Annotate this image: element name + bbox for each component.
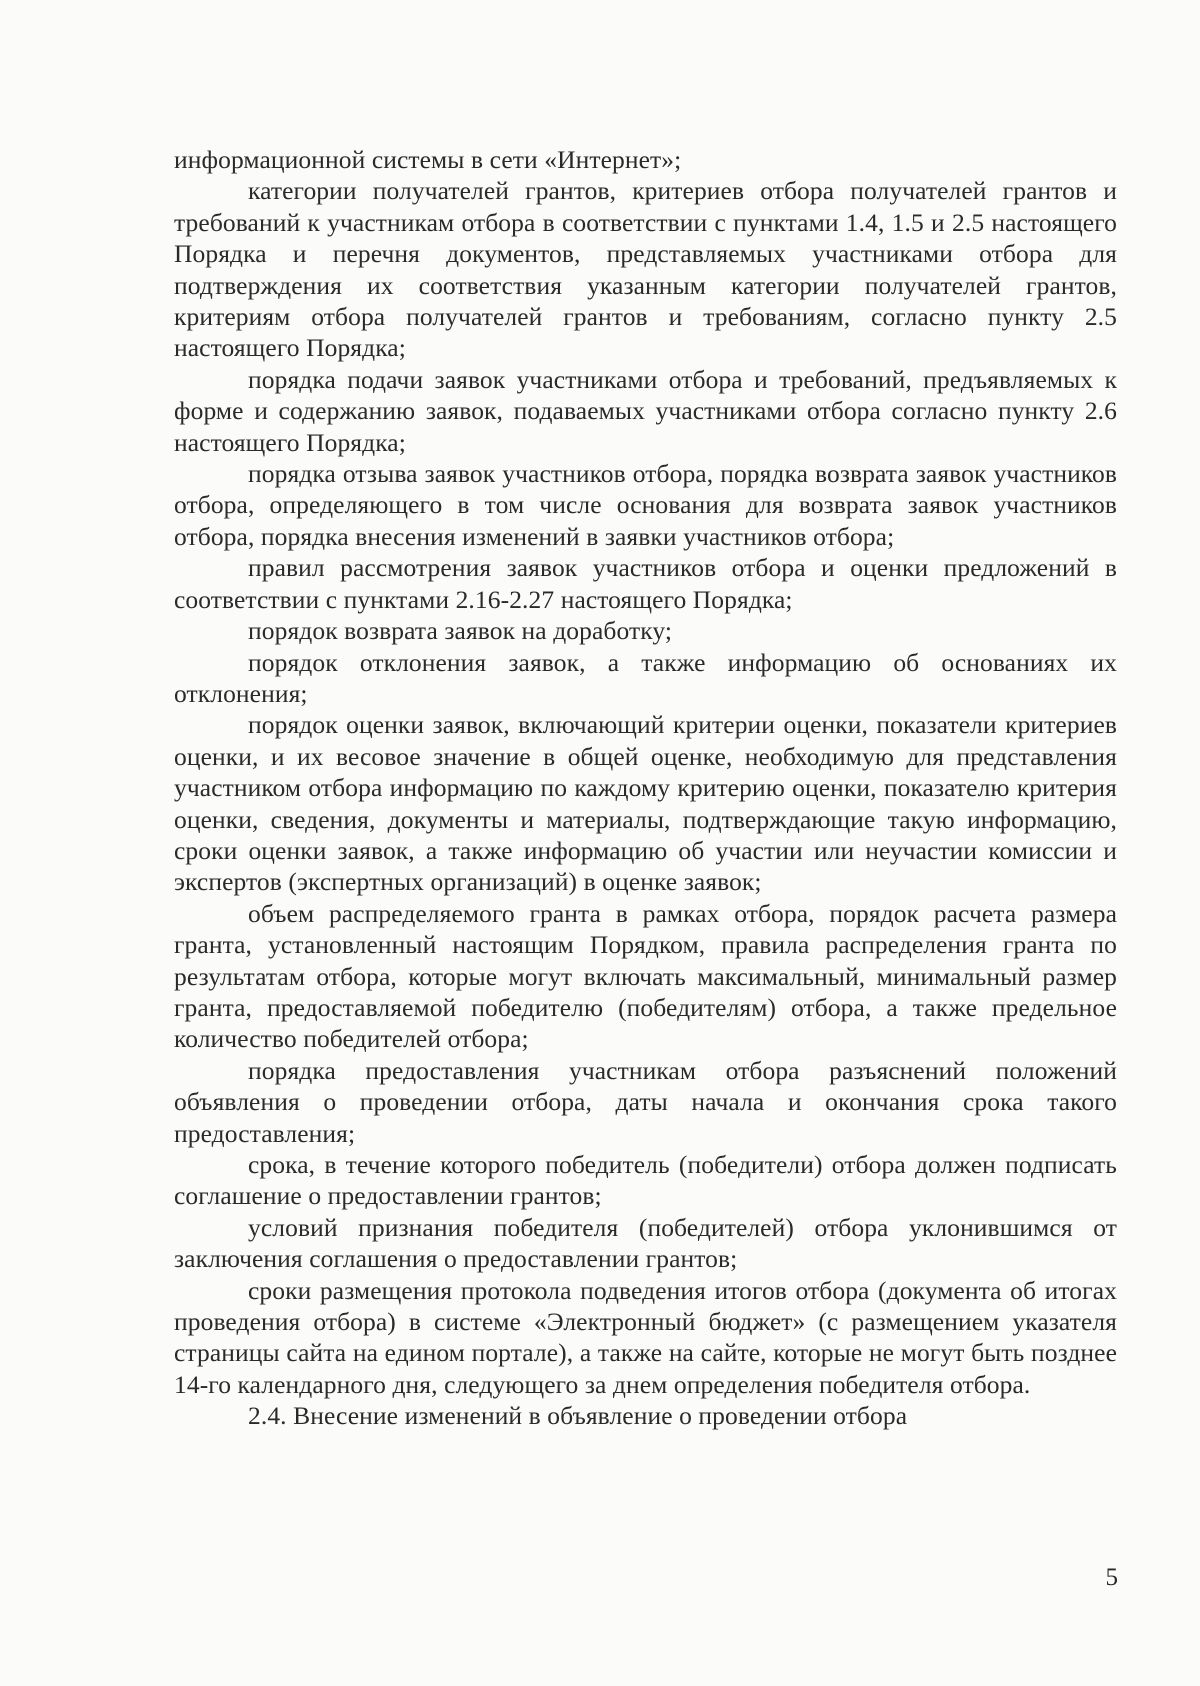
paragraph-signing-deadline: срока, в течение которого победитель (победители) отбора должен подписать соглашение о предоставлении грантов;	[174, 1150, 1117, 1211]
paragraph-rejection-order: порядок отклонения заявок, а также информацию об основаниях их отклонения;	[174, 647, 1117, 708]
paragraph-return-for-revision: порядок возврата заявок на доработку;	[248, 616, 673, 646]
paragraph-protocol-placement: сроки размещения протокола подведения итогов отбора (документа об итогах проведения отбора) в системе «Электронный бюджет» (с размещением указателя страницы сайта на едином портале), а также на сайте, которые не могут быть позднее 14-го календарного дня, следующего за днем определения победителя отбора.	[174, 1275, 1117, 1399]
paragraph-continuation: информационной системы в сети «Интернет»;	[174, 145, 682, 174]
paragraph-evasion-conditions: условий признания победителя (победителей) отбора уклонившимся от заключения соглашения о предоставлении грантов;	[174, 1212, 1117, 1274]
paragraph-grant-volume: объем распределяемого гранта в рамках отбора, порядок расчета размера гранта, установленный настоящим Порядком, правила распределения гранта по результатам отбора, которые могут включать максимальный, минимальный размер гранта, предоставляемой победителю (победителям) отбора, а также предельное количество победителей отбора;	[174, 898, 1117, 1054]
paragraph-submission-order: порядка подачи заявок участниками отбора и требований, предъявляемых к форме и содержанию заявок, подаваемых участниками отбора согласно пункту 2.6 настоящего Порядка;	[174, 364, 1117, 457]
paragraph-grant-categories: категории получателей грантов, критериев отбора получателей грантов и требований к участникам отбора в соответствии с пунктами 1.4, 1.5 и 2.5 настоящего Порядка и перечня документов, представляемых участниками отбора для подтверждения их соответствия указанным категории получателей грантов, критериям отбора получателей грантов и требованиям, согласно пункту 2.5 настоящего Порядка;	[174, 176, 1117, 363]
paragraph-clarifications: порядка предоставления участникам отбора разъяснений положений объявления о проведении отбора, даты начала и окончания срока такого предоставления;	[174, 1055, 1117, 1148]
paragraph-evaluation-order: порядок оценки заявок, включающий критерии оценки, показатели критериев оценки, и их весовое значение в общей оценке, необходимую для представления участником отбора информацию по каждому критерию оценки, показателю критерия оценки, сведения, документы и материалы, подтверждающие такую информацию, сроки оценки заявок, а также информацию об участии или неучастии комиссии и экспертов (экспертных организаций) в оценке заявок;	[174, 710, 1117, 897]
paragraph-review-rules: правил рассмотрения заявок участников отбора и оценки предложений в соответствии с пунктами 2.16-2.27 настоящего Порядка;	[174, 553, 1117, 614]
paragraph-section-2-4: 2.4. Внесение изменений в объявление о проведении отбора	[248, 1401, 908, 1431]
body-text	[174, 144, 1117, 1432]
page-number: 5	[1105, 1564, 1118, 1591]
paragraph-withdrawal-order: порядка отзыва заявок участников отбора, порядка возврата заявок участников отбора, определяющего в том числе основания для возврата заявок участников отбора, порядка внесения изменений в заявки участников отбора;	[174, 459, 1117, 551]
